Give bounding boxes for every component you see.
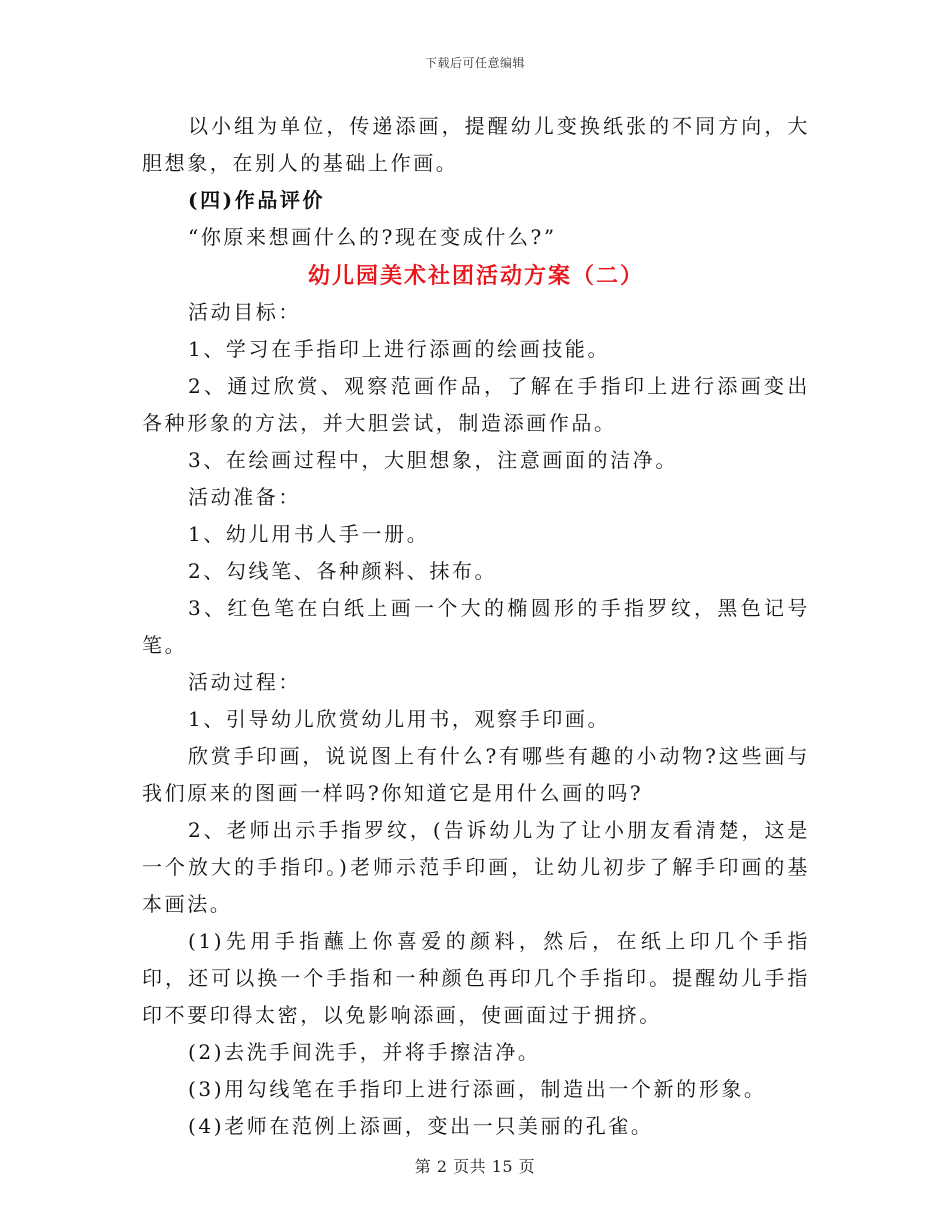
body-paragraph: 活动准备： [188, 485, 301, 509]
body-paragraph: “你原来想画什么的?现在变成什么?” [188, 225, 557, 249]
body-paragraph: 2、老师出示手指罗纹，(告诉幼儿为了让小朋友看清楚，这是一个放大的手指印。)老师示范手印画，让幼儿初步了解手印画的基本画法。 [142, 818, 810, 916]
section-title: 幼儿园美术社团活动方案（二） [307, 263, 644, 289]
body-paragraph: 活动目标： [188, 300, 301, 324]
body-paragraph: 3、红色笔在白纸上画一个大的椭圆形的手指罗纹，黑色记号笔。 [142, 596, 810, 657]
body-paragraph: 活动过程： [188, 670, 301, 694]
body-paragraph: 欣赏手印画，说说图上有什么?有哪些有趣的小动物?这些画与我们原来的图画一样吗?你知道它是用什么画的吗? [142, 744, 810, 805]
page-content [142, 108, 810, 1145]
subheading-evaluation: (四)作品评价 [188, 188, 326, 212]
running-header: 下载后可任意编辑 [424, 56, 525, 70]
body-paragraph: 2、勾线笔、各种颜料、抹布。 [188, 559, 498, 583]
body-paragraph: 1、引导幼儿欣赏幼儿用书，观察手印画。 [188, 707, 611, 731]
body-paragraph: 2、通过欣赏、观察范画作品，了解在手指印上进行添画变出各种形象的方法，并大胆尝试，制造添画作品。 [142, 374, 810, 435]
body-paragraph: (4)老师在范例上添画，变出一只美丽的孔雀。 [188, 1114, 654, 1138]
body-paragraph: 3、在绘画过程中，大胆想象，注意画面的洁净。 [188, 448, 678, 472]
body-paragraph: (2)去洗手间洗手，并将手擦洁净。 [188, 1040, 541, 1064]
page-number-footer: 第 2 页共 15 页 [414, 1157, 536, 1176]
body-paragraph: (3)用勾线笔在手指印上进行添画，制造出一个新的形象。 [188, 1077, 767, 1101]
body-paragraph: 以小组为单位，传递添画，提醒幼儿变换纸张的不同方向，大胆想象，在别人的基础上作画。 [142, 114, 810, 175]
body-paragraph: (1)先用手指蘸上你喜爱的颜料，然后，在纸上印几个手指印，还可以换一个手指和一种颜色再印几个手指印。提醒幼儿手指印不要印得太密，以免影响添画，使画面过于拥挤。 [142, 929, 810, 1027]
body-paragraph: 1、学习在手指印上进行添画的绘画技能。 [188, 337, 611, 361]
body-paragraph: 1、幼儿用书人手一册。 [188, 522, 430, 546]
